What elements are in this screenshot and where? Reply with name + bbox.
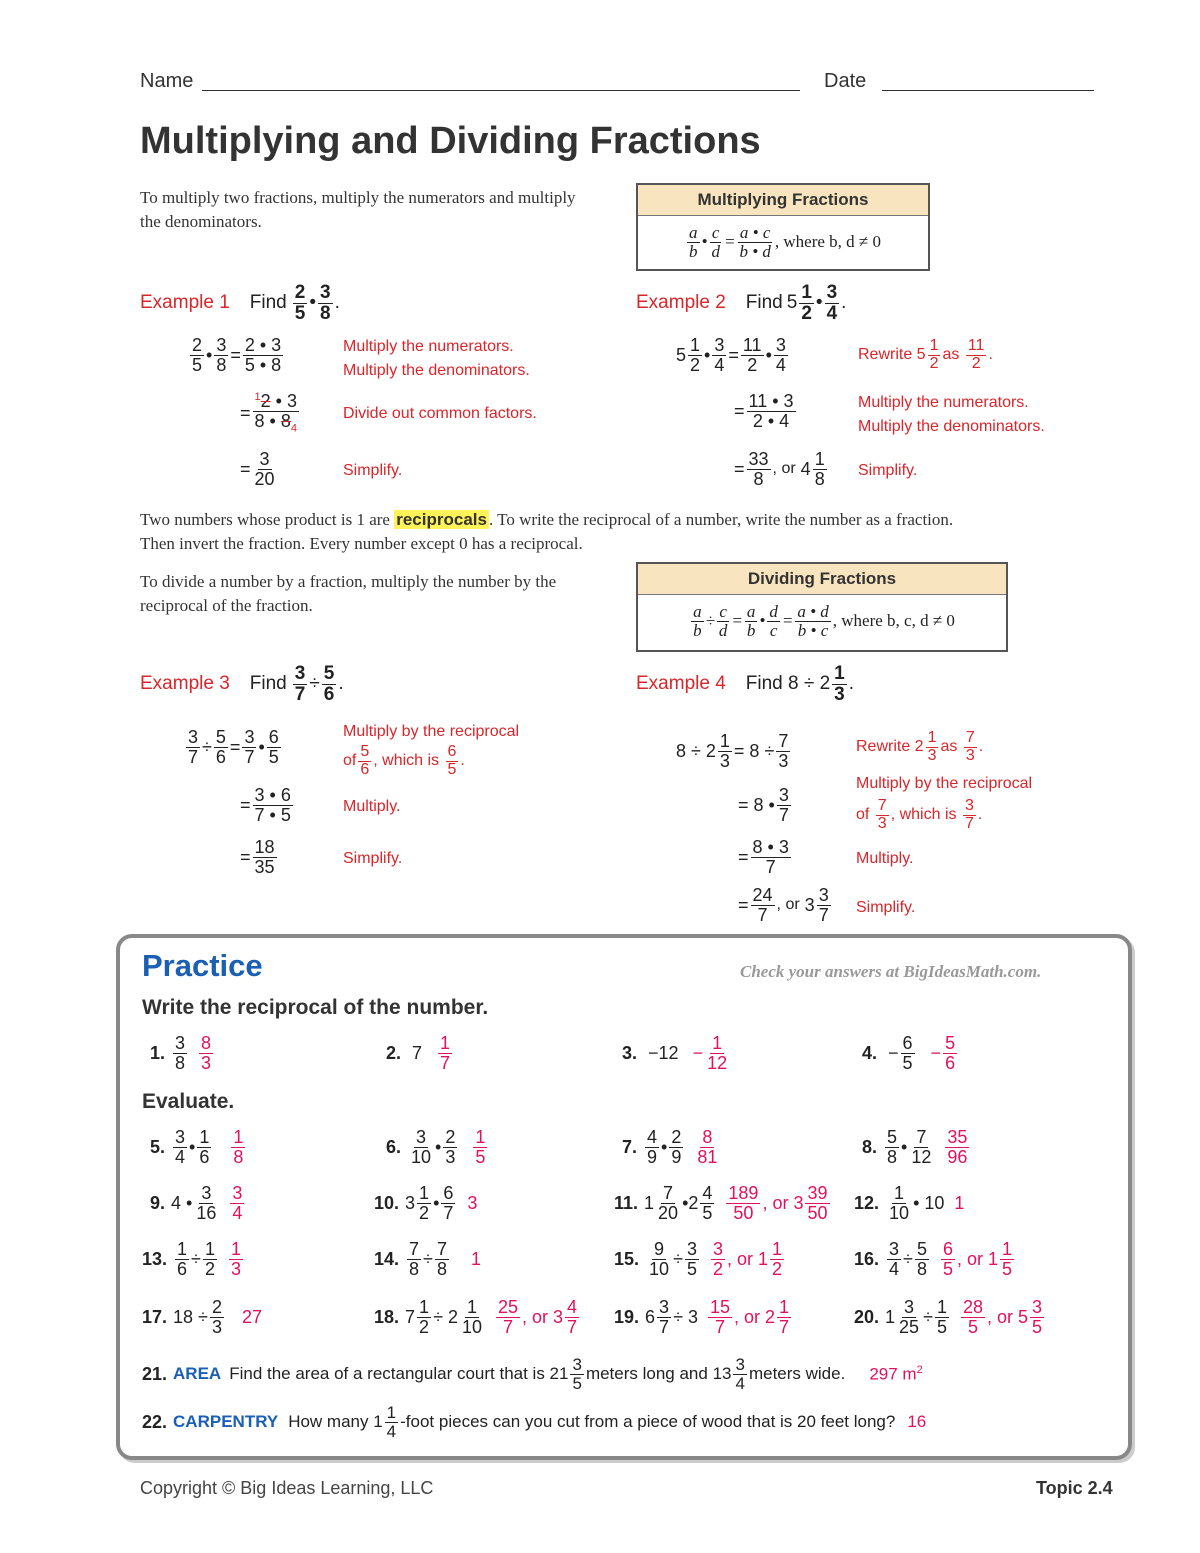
ex1-note-3: Divide out common factors. <box>343 405 537 422</box>
section-heading-reciprocal: Write the reciprocal of the number. <box>142 996 489 1019</box>
section-heading-evaluate: Evaluate. <box>142 1090 235 1113</box>
question-15: 15. $\frac{9}{10}$ ÷ $\frac{3}{5}$ $\frac{3}{2}$ , or 1 $\frac{1}{2}$ <box>614 1239 783 1279</box>
ex3-step2: = $\frac{3 • 6}{7 • 5}$ <box>240 785 291 825</box>
question-1: 1. $\frac{3}{8}$ $\frac{8}{3}$ <box>150 1033 212 1073</box>
question-20: 20. 1 $\frac{3}{25}$ ÷ $\frac{1}{5}$ $\frac{28}{5}$ , or 5 $\frac{3}{5}$ <box>854 1297 1043 1337</box>
question-8: 8. $\frac{5}{8}$ • $\frac{7}{12}$ $\frac{35}{96}$ <box>862 1127 968 1167</box>
ex3-note-4: Simplify. <box>343 850 403 867</box>
name-label: Name <box>140 70 194 92</box>
ex1-note-1: Multiply the numerators. <box>343 338 514 355</box>
ex2-step2: = $\frac{11 • 3}{2 • 4}$ <box>734 391 794 431</box>
ex3-note-3: Multiply. <box>343 798 401 815</box>
ex3-note-2: of $\frac{5}{6}$ , which is $\frac{6}{5}$ . <box>343 743 465 778</box>
intro-divide: To divide a number by a fraction, multiply the number by the reciprocal of the fraction. <box>140 572 557 615</box>
dividing-fractions-box <box>636 562 1008 652</box>
ex2-note-3: Multiply the denominators. <box>858 418 1045 435</box>
question-22: 22. CARPENTRY How many 1 $\frac{1}{4}$ -foot pieces can you cut from a piece of wood that is 20 feet long? 16 <box>142 1403 927 1441</box>
ex1-step2: = $\frac{^12 • 3}{8 • 8_4}$ <box>240 391 297 435</box>
question-7: 7. $\frac{4}{9}$ • $\frac{2}{9}$ $\frac{8}{81}$ <box>622 1127 718 1167</box>
question-10: 10. 3 $\frac{1}{2}$ • $\frac{6}{7}$ 3 <box>374 1183 478 1223</box>
question-9: 9. 4 • $\frac{3}{16}$ $\frac{3}{4}$ <box>150 1183 243 1223</box>
page-title: Multiplying and Dividing Fractions <box>140 120 761 162</box>
box-title: Dividing Fractions <box>638 564 1006 595</box>
ex1-note-4: Simplify. <box>343 462 403 479</box>
multiplying-fractions-box <box>636 183 930 271</box>
ex2-note-4: Simplify. <box>858 462 918 479</box>
ex4-note-1: Rewrite 2 $\frac{1}{3}$ as $\frac{7}{3}$ . <box>856 729 984 764</box>
example-1-title: Example 1 Find $\frac{2}{5}$ • $\frac{3}{8}$ . <box>140 282 340 324</box>
example-2-title: Example 2 Find 5 $\frac{1}{2}$ • $\frac{3}{4}$ . <box>636 282 847 324</box>
question-3: 3. −12 − $\frac{1}{12}$ <box>622 1033 728 1073</box>
box-title: Multiplying Fractions <box>638 185 928 216</box>
ex4-note-2: Multiply by the reciprocal <box>856 775 1033 792</box>
ex4-note-3: of $\frac{7}{3}$ , which is $\frac{3}{7}$ . <box>856 797 983 832</box>
reciprocal-paragraph: Two numbers whose product is 1 are reciprocals . To write the reciprocal of a number, write the number as a fraction. Then invert the fraction. Every number except 0 has a reciprocal. <box>140 510 954 553</box>
multiply-rule: $\frac{a}{b}$ • $\frac{c}{d}$ = $\frac{a • c}{b • d}$ , where b, d ≠ 0 <box>689 222 881 261</box>
question-6: 6. $\frac{3}{10}$ • $\frac{2}{3}$ $\frac{1}{5}$ <box>386 1127 486 1167</box>
ex2-note-2: Multiply the numerators. <box>858 394 1029 411</box>
ex4-note-4: Multiply. <box>856 850 914 867</box>
question-17: 17. 18 ÷ $\frac{2}{3}$ 27 <box>142 1297 262 1337</box>
copyright: Copyright © Big Ideas Learning, LLC <box>140 1478 434 1498</box>
question-18: 18. 7 $\frac{1}{2}$ ÷ 2 $\frac{1}{10}$ $\frac{25}{7}$ , or 3 $\frac{4}{7}$ <box>374 1297 578 1337</box>
ex2-note-1: Rewrite 5 $\frac{1}{2}$ as $\frac{11}{2}$ . <box>858 337 993 372</box>
ex1-step3: = $\frac{3}{20}$ <box>240 449 275 489</box>
question-11: 11. 1 $\frac{7}{20}$ •2 $\frac{4}{5}$ $\frac{189}{50}$ , or 3 $\frac{39}{50}$ <box>614 1183 828 1223</box>
ex4-step3: = $\frac{8 • 3}{7}$ <box>738 837 789 877</box>
ex4-step2: = 8 • $\frac{3}{7}$ <box>738 785 789 825</box>
question-13: 13. $\frac{1}{6}$ ÷ $\frac{1}{2}$ $\frac{1}{3}$ <box>142 1239 241 1279</box>
ex2-step3: = $\frac{33}{8}$ , or 4 $\frac{1}{8}$ <box>734 449 825 489</box>
ex3-note-1: Multiply by the reciprocal <box>343 723 520 740</box>
question-4: 4. − $\frac{6}{5}$ − $\frac{5}{6}$ <box>862 1033 956 1073</box>
intro-multiply: To multiply two fractions, multiply the numerators and multiply the denominators. <box>140 188 576 231</box>
example-3-title: Example 3 Find $\frac{3}{7}$ ÷ $\frac{5}{6}$ . <box>140 663 344 705</box>
question-12: 12. $\frac{1}{10}$ • 10 1 <box>854 1183 965 1223</box>
question-16: 16. $\frac{3}{4}$ ÷ $\frac{5}{8}$ $\frac{6}{5}$ , or 1 $\frac{1}{5}$ <box>854 1239 1013 1279</box>
ex2-step1: 5 $\frac{1}{2}$ • $\frac{3}{4}$ = $\frac{11}{2}$ • $\frac{3}{4}$ <box>676 335 786 375</box>
ex3-step3: = $\frac{18}{35}$ <box>240 837 275 877</box>
question-14: 14. $\frac{7}{8}$ ÷ $\frac{7}{8}$ 1 <box>374 1239 481 1279</box>
date-label: Date <box>824 70 867 92</box>
ex4-note-5: Simplify. <box>856 899 916 916</box>
reciprocals-term: reciprocals <box>396 510 487 529</box>
name-field[interactable] <box>202 90 800 91</box>
example-4-title: Example 4 Find 8 ÷ 2 $\frac{1}{3}$ . <box>636 663 854 705</box>
ex3-step1: $\frac{3}{7}$ ÷ $\frac{5}{6}$ = $\frac{3}{7}$ • $\frac{6}{5}$ <box>188 727 279 767</box>
question-21: 21. AREA Find the area of a rectangular court that is 21 $\frac{3}{5}$ meters long and 13 $\frac{3}{4}$ meters wide. 297 $m^2$ <box>142 1355 923 1393</box>
question-19: 19. 6 $\frac{3}{7}$ ÷ 3 $\frac{15}{7}$ , or 2 $\frac{1}{7}$ <box>614 1297 790 1337</box>
question-5: 5. $\frac{3}{4}$ • $\frac{1}{6}$ $\frac{1}{8}$ <box>150 1127 244 1167</box>
ex4-step4: = $\frac{24}{7}$ , or 3 $\frac{3}{7}$ <box>738 885 829 925</box>
ex4-step1: 8 ÷ 2 $\frac{1}{3}$ = 8 ÷ $\frac{7}{3}$ <box>676 731 789 771</box>
date-field[interactable] <box>882 90 1094 91</box>
divide-rule: $\frac{a}{b}$ ÷ $\frac{c}{d}$ = $\frac{a}{b}$ • $\frac{d}{c}$ = $\frac{a • d}{b • c}$ , where b, c, d ≠ 0 <box>693 601 955 640</box>
ex1-step1: $\frac{2}{5}$ • $\frac{3}{8}$ = $\frac{2 • 3}{5 • 8}$ <box>192 335 282 375</box>
ex1-note-2: Multiply the denominators. <box>343 362 530 379</box>
question-2: 2. 7 $\frac{1}{7}$ <box>386 1033 451 1073</box>
practice-title: Practice <box>142 948 263 983</box>
topic-label: Topic 2.4 <box>1036 1478 1113 1498</box>
check-answers-note: Check your answers at BigIdeasMath.com. <box>740 962 1042 981</box>
